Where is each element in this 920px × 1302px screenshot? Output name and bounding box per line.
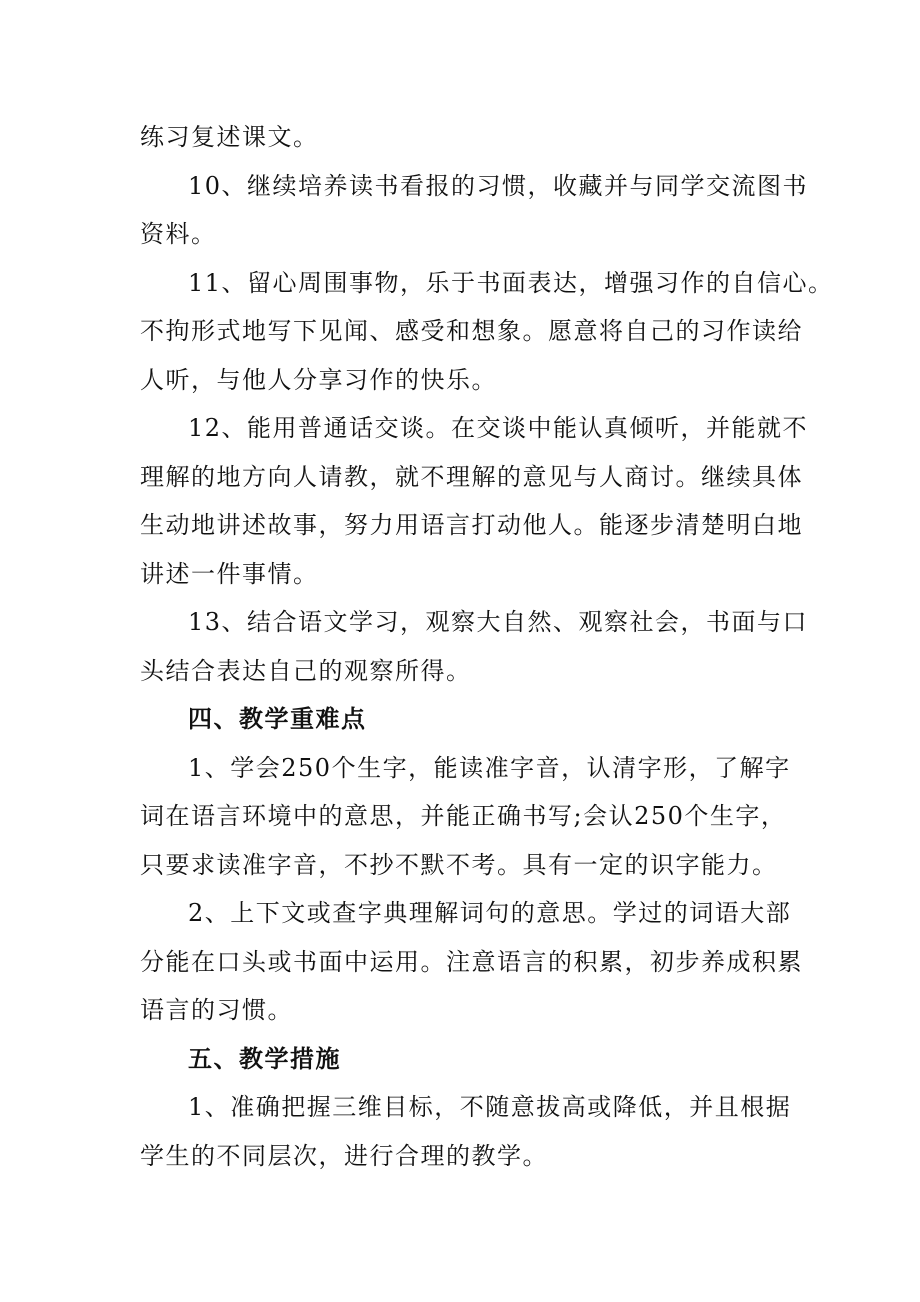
text-line: 理解的地方向人请教，就不理解的意见与人商讨。继续具体 (140, 462, 803, 491)
text-line: 1、学会250个生字，能读准字音，认清字形，了解字 (188, 753, 791, 782)
text-line: 12、能用普通话交谈。在交谈中能认真倾听，并能就不 (188, 414, 809, 442)
text-line: 只要求读准字音，不抄不默不考。具有一定的识字能力。 (140, 850, 778, 879)
text-line: 不拘形式地写下见闻、感受和想象。愿意将自己的习作读给 (140, 317, 803, 345)
text-line: 词在语言环境中的意思，并能正确书写;会认250个生字， (140, 802, 787, 830)
text-line: 学生的不同层次，进行合理的教学。 (140, 1141, 548, 1170)
section-heading-measures: 五、教学措施 (188, 1043, 341, 1073)
document-body (140, 113, 834, 1180)
text-line: 生动地讲述故事，努力用语言打动他人。能逐步清楚明白地 (140, 511, 803, 539)
text-line: 11、留心周围事物，乐于书面表达，增强习作的自信心。 (188, 268, 834, 297)
text-line: 1、准确把握三维目标，不随意拔高或降低，并且根据 (188, 1093, 792, 1121)
text-line: 13、结合语文学习，观察大自然、观察社会，书面与口 (188, 608, 809, 636)
text-line: 练习复述课文。 (140, 123, 319, 151)
text-line: 2、上下文或查字典理解词句的意思。学过的词语大部 (188, 899, 792, 927)
text-line: 分能在口头或书面中运用。注意语言的积累，初步养成积累 (140, 947, 803, 976)
text-line: 语言的习惯。 (140, 996, 293, 1024)
text-line: 讲述一件事情。 (140, 559, 319, 588)
text-line: 人听，与他人分享习作的快乐。 (140, 365, 497, 394)
text-line: 头结合表达自己的观察所得。 (140, 656, 472, 685)
section-heading-key-points: 四、教学重难点 (188, 704, 367, 733)
text-line: 10、继续培养读书看报的习惯，收藏并与同学交流图书 (188, 171, 809, 200)
text-line: 资料。 (140, 220, 217, 248)
